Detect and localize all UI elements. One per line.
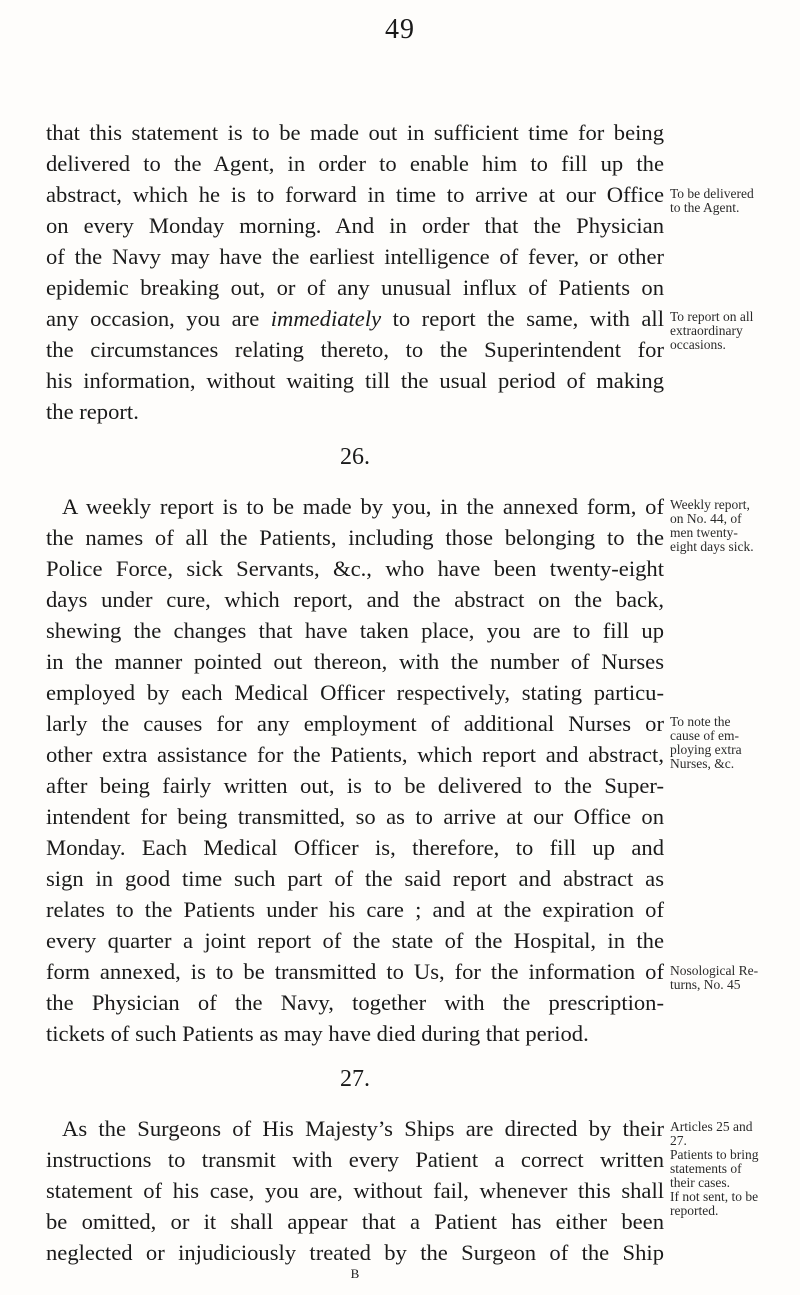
text-line: epidemic breaking out, or of any unusual influx of Patients on	[46, 275, 664, 300]
margin-note-line: 27.	[670, 1133, 687, 1148]
margin-note-line: ploying extra	[670, 742, 742, 757]
section-number: 27.	[340, 1066, 370, 1092]
text-line: instructions to transmit with every Patient a correct written	[46, 1147, 664, 1172]
text-line: employed by each Medical Officer respectively, stating particu-	[46, 680, 664, 705]
text-line: the circumstances relating thereto, to the Superintendent for	[46, 337, 664, 362]
text-line: form annexed, is to be transmitted to Us, for the information of	[46, 959, 664, 984]
margin-note-line: To be delivered	[670, 186, 754, 201]
margin-note-line: Articles 25 and	[670, 1119, 753, 1134]
margin-note-line: men twenty-	[670, 525, 738, 540]
margin-note-line: statements of	[670, 1161, 742, 1176]
margin-note-line: Nosological Re-	[670, 963, 759, 978]
text-line: neglected or injudiciously treated by the Surgeon of the Ship	[46, 1240, 664, 1265]
margin-note-line: extraordinary	[670, 323, 743, 338]
margin-note	[670, 715, 798, 771]
text-line: delivered to the Agent, in order to enable him to fill up the	[46, 151, 664, 176]
margin-note	[670, 1120, 798, 1218]
margin-note-line: If not sent, to be	[670, 1189, 759, 1204]
text-line: shewing the changes that have taken place, you are to fill up	[46, 618, 664, 643]
text-line: on every Monday morning. And in order that the Physician	[46, 213, 664, 238]
text-line: days under cure, which report, and the abstract on the back,	[46, 587, 664, 612]
text-line: the names of all the Patients, including those belonging to the	[46, 525, 664, 550]
margin-note-line: turns, No. 45	[670, 977, 741, 992]
text-line: his information, without waiting till the usual period of making	[46, 368, 664, 393]
margin-note-line: Patients to bring	[670, 1147, 759, 1162]
margin-note-line: eight days sick.	[670, 539, 754, 554]
margin-note-line: their cases.	[670, 1175, 730, 1190]
text-line: of the Navy may have the earliest intelligence of fever, or other	[46, 244, 664, 269]
text-line: after being fairly written out, is to be delivered to the Super-	[46, 773, 664, 798]
text-line: relates to the Patients under his care ; and at the expiration of	[46, 897, 664, 922]
section-number: 26.	[340, 444, 370, 470]
text-line: statement of his case, you are, without fail, whenever this shall	[46, 1178, 664, 1203]
margin-note-line: to the Agent.	[670, 200, 740, 215]
margin-note-line: reported.	[670, 1203, 719, 1218]
text-line: that this statement is to be made out in sufficient time for being	[46, 120, 664, 145]
text-line-emphasis	[46, 304, 664, 334]
text-line: every quarter a joint report of the state of the Hospital, in the	[46, 928, 664, 953]
text-line: the report.	[46, 399, 139, 424]
emphasized-word: immediately	[270, 306, 382, 331]
text-line: be omitted, or it shall appear that a Patient has either been	[46, 1209, 664, 1234]
margin-note-line: To report on all	[670, 309, 754, 324]
text-run: to report the same, with all	[381, 306, 664, 331]
margin-note	[670, 964, 798, 992]
margin-note-line: cause of em-	[670, 728, 739, 743]
page-number: 49	[385, 14, 415, 45]
text-line: abstract, which he is to forward in time to arrive at our Office	[46, 182, 664, 207]
text-line: Monday. Each Medical Officer is, therefore, to fill up and	[46, 835, 664, 860]
margin-note-line: Nurses, &c.	[670, 756, 735, 771]
margin-note-line: To note the	[670, 714, 731, 729]
text-line: As the Surgeons of His Majesty’s Ships are directed by their	[62, 1116, 664, 1141]
margin-note	[670, 498, 798, 554]
margin-note-line: occasions.	[670, 337, 726, 352]
text-line: larly the causes for any employment of additional Nurses or	[46, 711, 664, 736]
text-line: tickets of such Patients as may have died during that period.	[46, 1021, 589, 1046]
margin-note	[670, 187, 798, 215]
margin-note-line: on No. 44, of	[670, 511, 742, 526]
margin-note-line: Weekly report,	[670, 497, 750, 512]
text-line: sign in good time such part of the said report and abstract as	[46, 866, 664, 891]
text-line: intendent for being transmitted, so as to arrive at our Office on	[46, 804, 664, 829]
text-line: in the manner pointed out thereon, with the number of Nurses	[46, 649, 664, 674]
text-run: any occasion, you are	[46, 306, 271, 331]
text-line: other extra assistance for the Patients, which report and abstract,	[46, 742, 664, 767]
text-line: the Physician of the Navy, together with the prescription-	[46, 990, 664, 1015]
margin-note	[670, 310, 798, 352]
signature-mark: B	[350, 1266, 360, 1281]
text-line: A weekly report is to be made by you, in the annexed form, of	[62, 494, 664, 519]
text-line: Police Force, sick Servants, &c., who have been twenty-eight	[46, 556, 664, 581]
